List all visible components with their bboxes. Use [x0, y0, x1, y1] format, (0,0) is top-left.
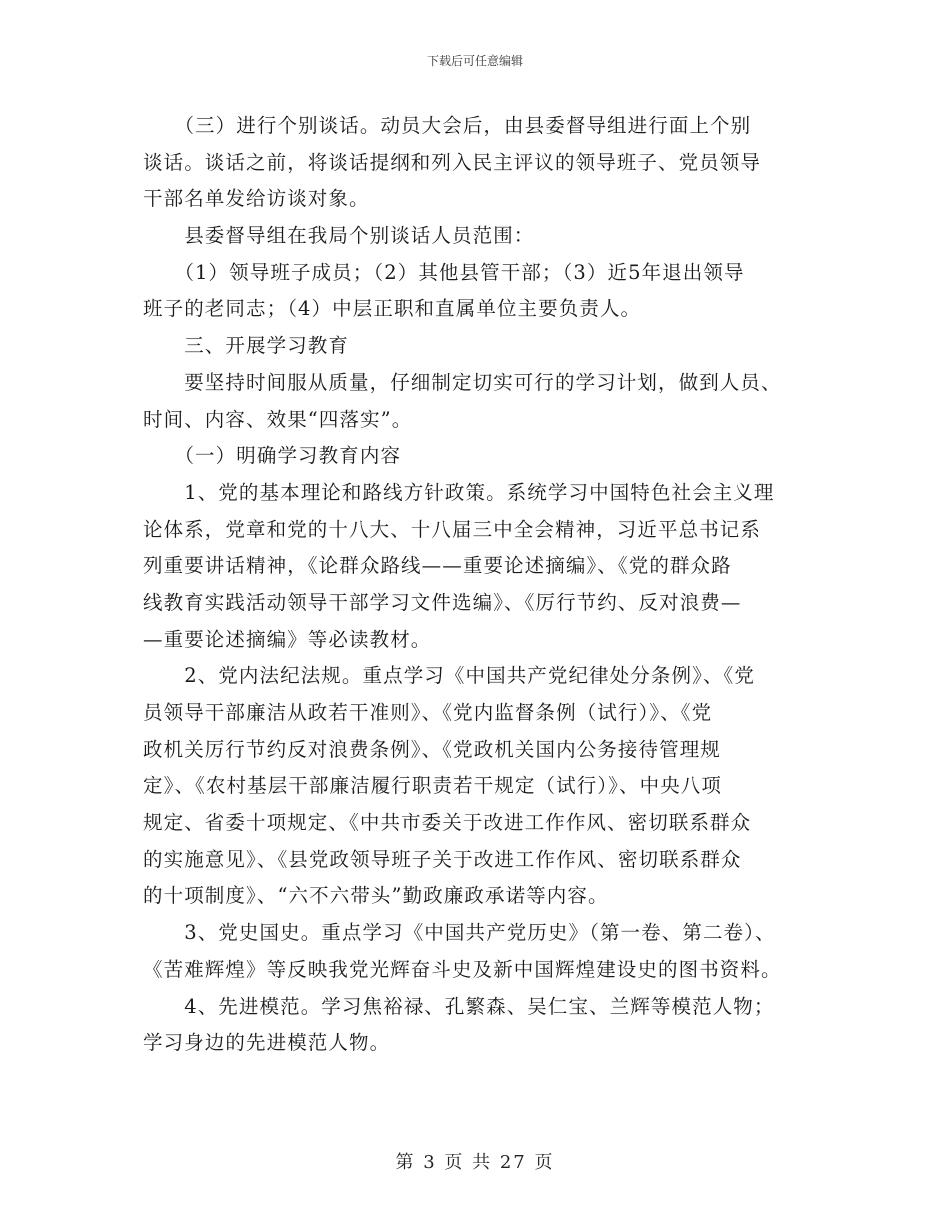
text-line: 1、党的基本理论和路线方针政策。系统学习中国特色社会主义理	[143, 480, 775, 504]
page-header: 下载后可任意编辑	[426, 54, 523, 68]
text-line: 规定、省委十项规定、《中共市委关于改进工作作风、密切联系群众	[143, 811, 752, 835]
text-line: 员领导干部廉洁从政若干准则》、《党内监督条例（试行）》、《党	[143, 701, 713, 724]
text-line: 时间、内容、效果“四落实”。	[143, 407, 413, 431]
text-line: 干部名单发给访谈对象。	[143, 187, 370, 211]
text-line: 线教育实践活动领导干部学习文件选编》、《厉行节约、反对浪费—	[143, 590, 742, 614]
text-line: 列重要讲话精神，《论群众路线——重要论述摘编》、《党的群众路	[143, 554, 732, 578]
text-line: 3、党史国史。重点学习《中国共产党历史》（第一卷、第二卷）、	[143, 921, 776, 945]
text-line: 政机关厉行节约反对浪费条例》、《党政机关国内公务接待管理规	[143, 737, 721, 761]
section-heading: 三、开展学习教育	[143, 334, 350, 358]
text-line: 定》、《农村基层干部廉洁履行职责若干规定（试行）》、中央八项	[143, 774, 723, 798]
text-line: 《苦难辉煌》等反映我党光辉奋斗史及新中国辉煌建设史的图书资料。	[143, 957, 782, 981]
text-line: 班子的老同志；（4）中层正职和直属单位主要负责人。	[143, 297, 642, 321]
text-line: 2、党内法纪法规。重点学习《中国共产党纪律处分条例》、《党	[143, 664, 756, 688]
document-body	[143, 108, 815, 1062]
subsection-heading: （一）明确学习教育内容	[143, 444, 402, 468]
text-line: 要坚持时间服从质量，仔细制定切实可行的学习计划，做到人员、	[143, 370, 782, 394]
page-number-footer: 第 3 页 共 27 页	[395, 1152, 555, 1173]
text-line: 县委督导组在我局个别谈话人员范围：	[143, 224, 535, 248]
text-line: —重要论述摘编》等必读教材。	[143, 627, 432, 651]
text-line: （三）进行个别谈话。动员大会后，由县委督导组进行面上个别	[143, 114, 752, 137]
text-line: 4、先进模范。学习焦裕禄、孔繁森、吴仁宝、兰辉等模范人物；	[143, 994, 775, 1018]
text-line: （1）领导班子成员；（2）其他县管干部；（3）近5年退出领导	[143, 260, 745, 284]
text-line: 学习身边的先进模范人物。	[143, 1031, 391, 1055]
text-line: 的实施意见》、《县党政领导班子关于改进工作作风、密切联系群众	[143, 847, 742, 871]
text-line: 论体系，党章和党的十八大、十八届三中全会精神，习近平总书记系	[143, 517, 762, 541]
text-line: 谈话。谈话之前，将谈话提纲和列入民主评议的领导班子、党员领导	[143, 150, 762, 174]
text-line: 的十项制度》、“六不六带头”勤政廉政承诺等内容。	[143, 884, 609, 908]
